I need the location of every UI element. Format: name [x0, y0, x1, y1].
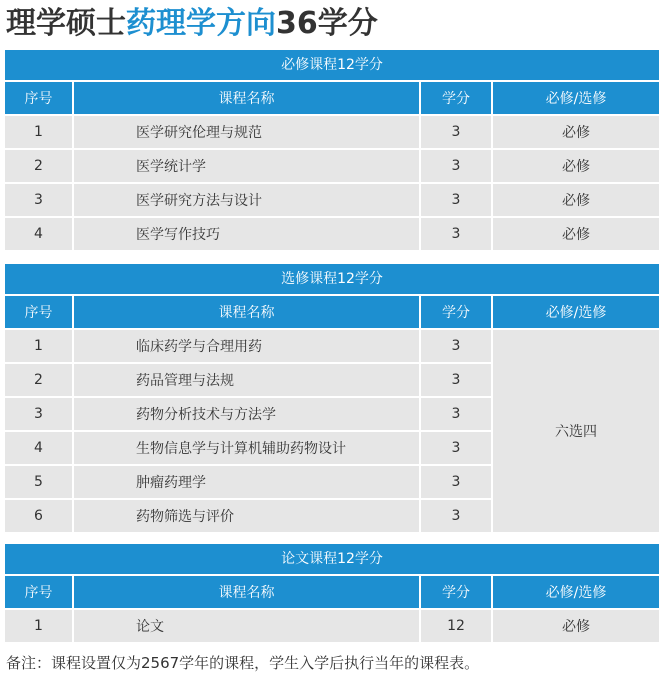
cell-name: 医学统计学	[74, 150, 419, 182]
cell-no: 3	[5, 398, 72, 430]
cell-no: 4	[5, 218, 72, 250]
required-section	[5, 50, 659, 280]
cell-no: 1	[5, 330, 72, 362]
title-direction: 药理学方向	[126, 6, 276, 41]
cell-credit: 3	[421, 116, 491, 148]
cell-credit: 3	[421, 330, 491, 362]
required-header: 必修课程12学分	[5, 50, 659, 80]
cell-no: 2	[5, 364, 72, 396]
required-table	[5, 82, 659, 280]
thesis-table	[5, 576, 659, 642]
cell-name: 肿瘤药理学	[74, 466, 419, 498]
cell-no: 6	[5, 500, 72, 532]
column-header-type: 必修/选修	[493, 576, 659, 608]
elective-table	[5, 296, 659, 528]
cell-credit: 3	[421, 184, 491, 216]
cell-type: 必修	[493, 218, 659, 250]
thesis-section	[5, 544, 659, 642]
cell-no: 5	[5, 466, 72, 498]
cell-credit: 12	[421, 610, 491, 642]
cell-type: 必修	[493, 116, 659, 148]
cell-no: 1	[5, 610, 72, 642]
elective-header: 选修课程12学分	[5, 264, 659, 294]
cell-no: 4	[5, 432, 72, 464]
column-header-type: 必修/选修	[493, 296, 659, 328]
cell-name: 生物信息学与计算机辅助药物设计	[74, 432, 419, 464]
column-header-name: 课程名称	[74, 82, 419, 114]
column-header-credit: 学分	[421, 576, 491, 608]
column-header-name: 课程名称	[74, 576, 419, 608]
cell-type: 必修	[493, 184, 659, 216]
cell-name: 药物分析技术与方法学	[74, 398, 419, 430]
cell-no: 3	[5, 184, 72, 216]
cell-name: 医学写作技巧	[74, 218, 419, 250]
cell-name: 药物筛选与评价	[74, 500, 419, 532]
cell-credit: 3	[421, 218, 491, 250]
cell-credit: 3	[421, 466, 491, 498]
page-title	[6, 4, 378, 44]
title-degree: 理学硕士	[6, 6, 126, 41]
cell-name: 临床药学与合理用药	[74, 330, 419, 362]
thesis-header: 论文课程12学分	[5, 544, 659, 574]
column-header-no: 序号	[5, 296, 72, 328]
cell-credit: 3	[421, 364, 491, 396]
cell-type: 必修	[493, 150, 659, 182]
cell-no: 1	[5, 116, 72, 148]
cell-credit: 3	[421, 500, 491, 532]
cell-name: 医学研究方法与设计	[74, 184, 419, 216]
elective-section	[5, 264, 659, 528]
cell-credit: 3	[421, 398, 491, 430]
cell-type-merged: 六选四	[493, 330, 659, 532]
cell-name: 论文	[74, 610, 419, 642]
cell-type: 必修	[493, 610, 659, 642]
cell-name: 医学研究伦理与规范	[74, 116, 419, 148]
column-header-type: 必修/选修	[493, 82, 659, 114]
cell-credit: 3	[421, 432, 491, 464]
cell-credit: 3	[421, 150, 491, 182]
cell-name: 药品管理与法规	[74, 364, 419, 396]
footnote: 备注：课程设置仅为2567学年的课程，学生入学后执行当年的课程表。	[6, 654, 480, 672]
column-header-credit: 学分	[421, 296, 491, 328]
column-header-name: 课程名称	[74, 296, 419, 328]
title-credits: 36学分	[276, 6, 378, 41]
column-header-no: 序号	[5, 576, 72, 608]
cell-no: 2	[5, 150, 72, 182]
column-header-credit: 学分	[421, 82, 491, 114]
column-header-no: 序号	[5, 82, 72, 114]
